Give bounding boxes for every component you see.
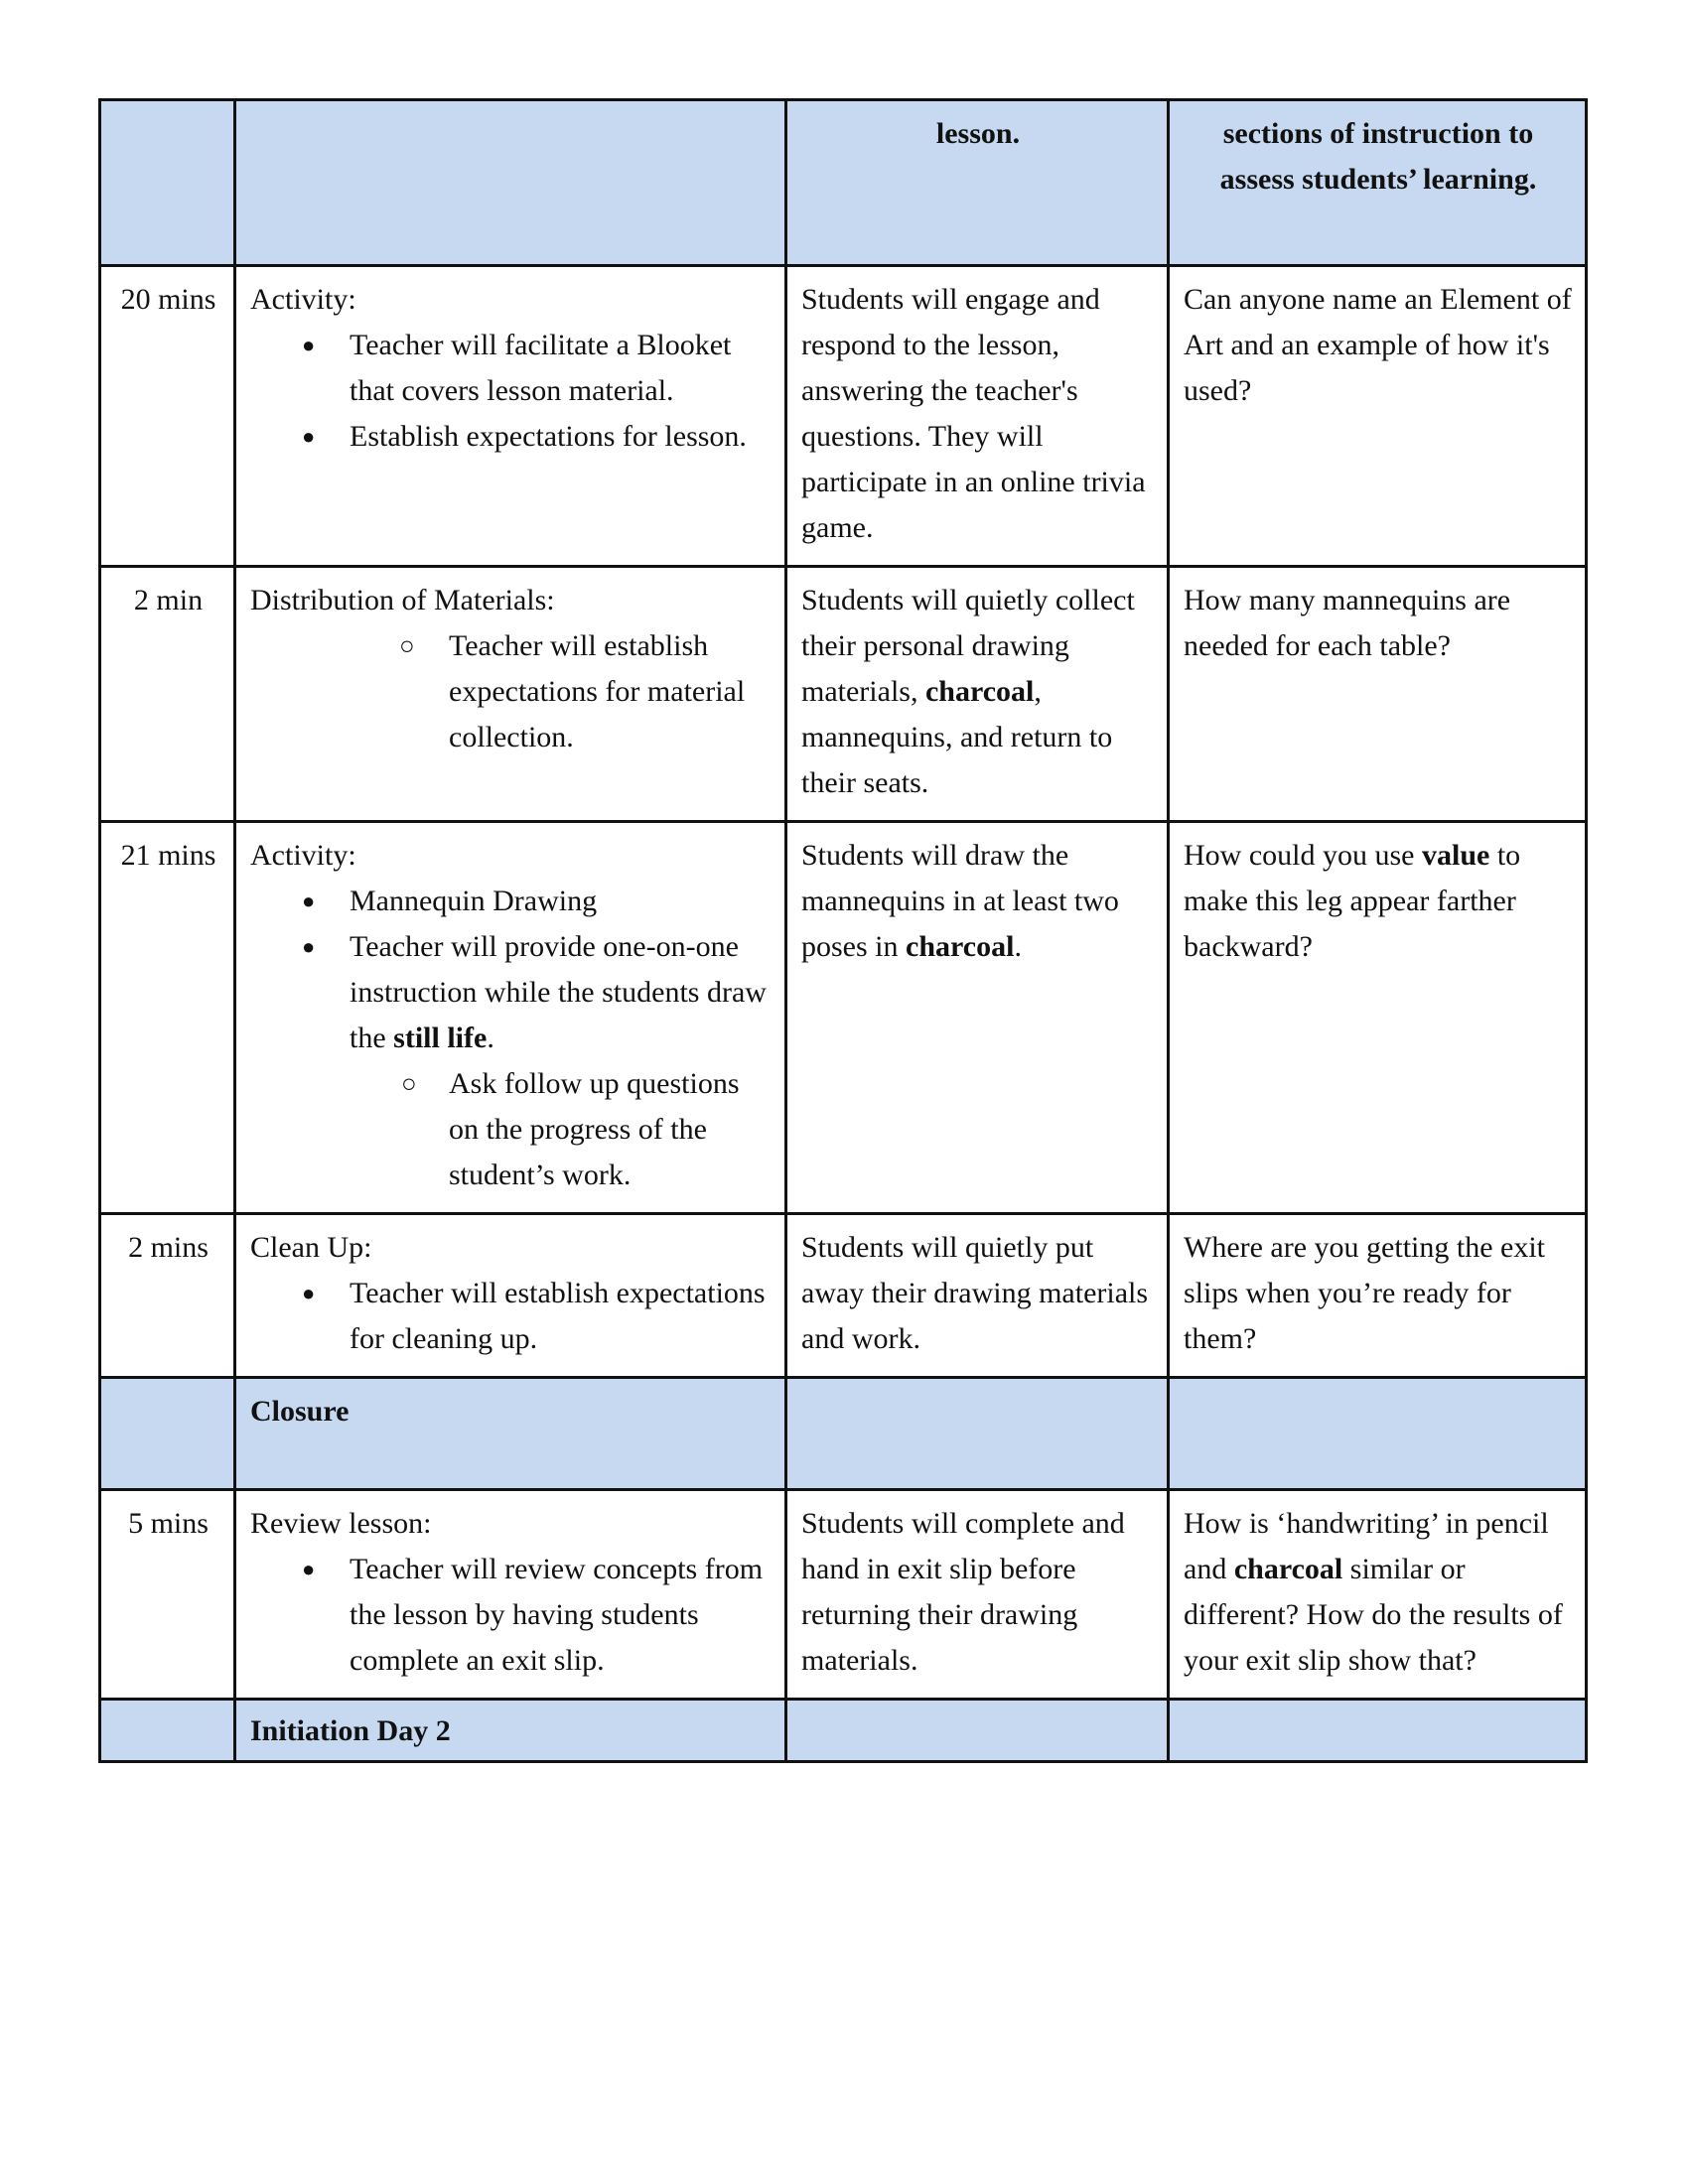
filled-circle-bullet-icon: ● <box>302 424 316 449</box>
list-item-text-bold: still life <box>393 1022 488 1054</box>
section-title-cell <box>235 1700 786 1762</box>
students-text: Students will complete and hand in exit slip before returning their drawing materials. <box>801 1507 1125 1677</box>
activity-title: Activity: <box>250 839 356 872</box>
table-header-row <box>100 100 1587 266</box>
activity-cell <box>235 266 786 567</box>
time-text: 2 min <box>133 584 204 616</box>
activity-title: Review lesson: <box>250 1507 432 1540</box>
section-empty-cell <box>1169 1378 1587 1490</box>
list-item <box>350 1061 773 1198</box>
question-cell <box>1169 1490 1587 1700</box>
filled-circle-bullet-icon: ● <box>302 1281 316 1305</box>
question-text: How many mannequins are needed for each table? <box>1184 584 1511 662</box>
section-empty-cell <box>786 1378 1169 1490</box>
list-item-text-a: Teacher will provide one-on-one instruction while the students draw the <box>350 930 767 1054</box>
header-students-text: lesson. <box>935 117 1021 150</box>
table-row <box>100 567 1587 822</box>
time-cell <box>100 822 235 1214</box>
section-title-cell <box>235 1378 786 1490</box>
activity-cell <box>235 567 786 822</box>
time-cell <box>100 1214 235 1378</box>
hollow-circle-bullet-icon: ○ <box>401 1069 417 1098</box>
section-time-cell <box>100 1378 235 1490</box>
filled-circle-bullet-icon: ● <box>302 888 316 913</box>
activity-cell <box>235 1214 786 1378</box>
list-item-text: Establish expectations for lesson. <box>350 420 747 453</box>
table-row <box>100 266 1587 567</box>
list-item-text: Teacher will facilitate a Blooket that covers lesson material. <box>350 329 732 407</box>
list-item <box>250 879 773 924</box>
students-text-bold: charcoal <box>906 930 1015 963</box>
list-item-text: Ask follow up questions on the progress of the student’s work. <box>449 1067 740 1191</box>
time-text: 20 mins <box>120 283 216 316</box>
list-item <box>250 623 773 760</box>
activity-title: Distribution of Materials: <box>250 584 555 616</box>
students-text-bold: charcoal <box>924 675 1035 708</box>
students-cell <box>786 1214 1169 1378</box>
bullet-list <box>250 879 773 1198</box>
list-item-text: Teacher will review concepts from the lesson by having students complete an exit slip. <box>350 1553 764 1677</box>
filled-circle-bullet-icon: ● <box>302 1557 316 1581</box>
section-title: Closure <box>250 1395 350 1428</box>
header-cell-time <box>100 100 235 266</box>
list-item <box>250 414 773 460</box>
question-cell <box>1169 567 1587 822</box>
students-text-a: Students will draw the mannequins in at least two poses in <box>801 839 1119 963</box>
table-row <box>100 1490 1587 1700</box>
list-item-text-b: . <box>487 1022 494 1054</box>
students-cell <box>786 266 1169 567</box>
section-time-cell <box>100 1700 235 1762</box>
header-cell-students <box>786 100 1169 266</box>
question-text-a: How could you use <box>1184 839 1422 872</box>
time-text: 2 mins <box>128 1231 209 1264</box>
activity-cell <box>235 1490 786 1700</box>
section-row-initiation <box>100 1700 1587 1762</box>
section-empty-cell <box>786 1700 1169 1762</box>
sub-bullet-list <box>350 1061 773 1198</box>
question-text-bold: charcoal <box>1233 1553 1343 1585</box>
filled-circle-bullet-icon: ● <box>302 333 316 357</box>
bullet-list <box>250 1547 773 1684</box>
time-text: 21 mins <box>120 839 216 872</box>
activity-title: Clean Up: <box>250 1231 372 1264</box>
activity-title: Activity: <box>250 283 356 316</box>
lesson-plan-table <box>98 98 1588 1763</box>
sub-bullet-list <box>250 623 773 760</box>
header-cell-activity <box>235 100 786 266</box>
time-cell <box>100 567 235 822</box>
list-item <box>250 1271 773 1362</box>
list-item-text: Teacher will establish expectations for cleaning up. <box>350 1277 766 1355</box>
time-text: 5 mins <box>128 1507 209 1540</box>
activity-cell <box>235 822 786 1214</box>
question-text-a: How is ‘handwriting’ in pencil and <box>1184 1507 1549 1585</box>
question-cell <box>1169 1214 1587 1378</box>
time-cell <box>100 1490 235 1700</box>
time-cell <box>100 266 235 567</box>
students-cell <box>786 1490 1169 1700</box>
bullet-list <box>250 323 773 460</box>
students-text: Students will engage and respond to the lesson, answering the teacher's questions. They will participate in an online trivia game. <box>801 283 1146 544</box>
table-row <box>100 1214 1587 1378</box>
students-text-a: Students will quietly collect their personal drawing materials, <box>801 584 1135 708</box>
question-text-b: to make this leg appear farther backward? <box>1184 839 1521 963</box>
section-empty-cell <box>1169 1700 1587 1762</box>
question-cell <box>1169 266 1587 567</box>
students-cell <box>786 822 1169 1214</box>
hollow-circle-bullet-icon: ○ <box>399 631 415 660</box>
question-text: Can anyone name an Element of Art and an example of how it's used? <box>1184 283 1572 407</box>
students-text-b: , mannequins, and return to their seats. <box>801 675 1113 799</box>
list-item <box>250 323 773 414</box>
list-item <box>250 1547 773 1684</box>
students-cell <box>786 567 1169 822</box>
section-row-closure <box>100 1378 1587 1490</box>
students-text: Students will quietly put away their drawing materials and work. <box>801 1231 1149 1355</box>
section-title: Initiation Day 2 <box>250 1714 451 1747</box>
table-row <box>100 822 1587 1214</box>
list-item-text: Mannequin Drawing <box>350 885 598 917</box>
filled-circle-bullet-icon: ● <box>302 934 316 959</box>
list-item <box>250 924 773 1198</box>
question-cell <box>1169 822 1587 1214</box>
header-questions-text: sections of instruction to assess students’ learning. <box>1219 117 1537 196</box>
list-item-text: Teacher will establish expectations for material collection. <box>449 629 746 753</box>
question-text: Where are you getting the exit slips when you’re ready for them? <box>1184 1231 1546 1355</box>
question-text-bold: value <box>1421 839 1490 872</box>
students-text-b: . <box>1014 930 1022 963</box>
header-cell-questions <box>1169 100 1587 266</box>
bullet-list <box>250 1271 773 1362</box>
question-text-b: similar or different? How do the results of your exit slip show that? <box>1184 1553 1563 1677</box>
